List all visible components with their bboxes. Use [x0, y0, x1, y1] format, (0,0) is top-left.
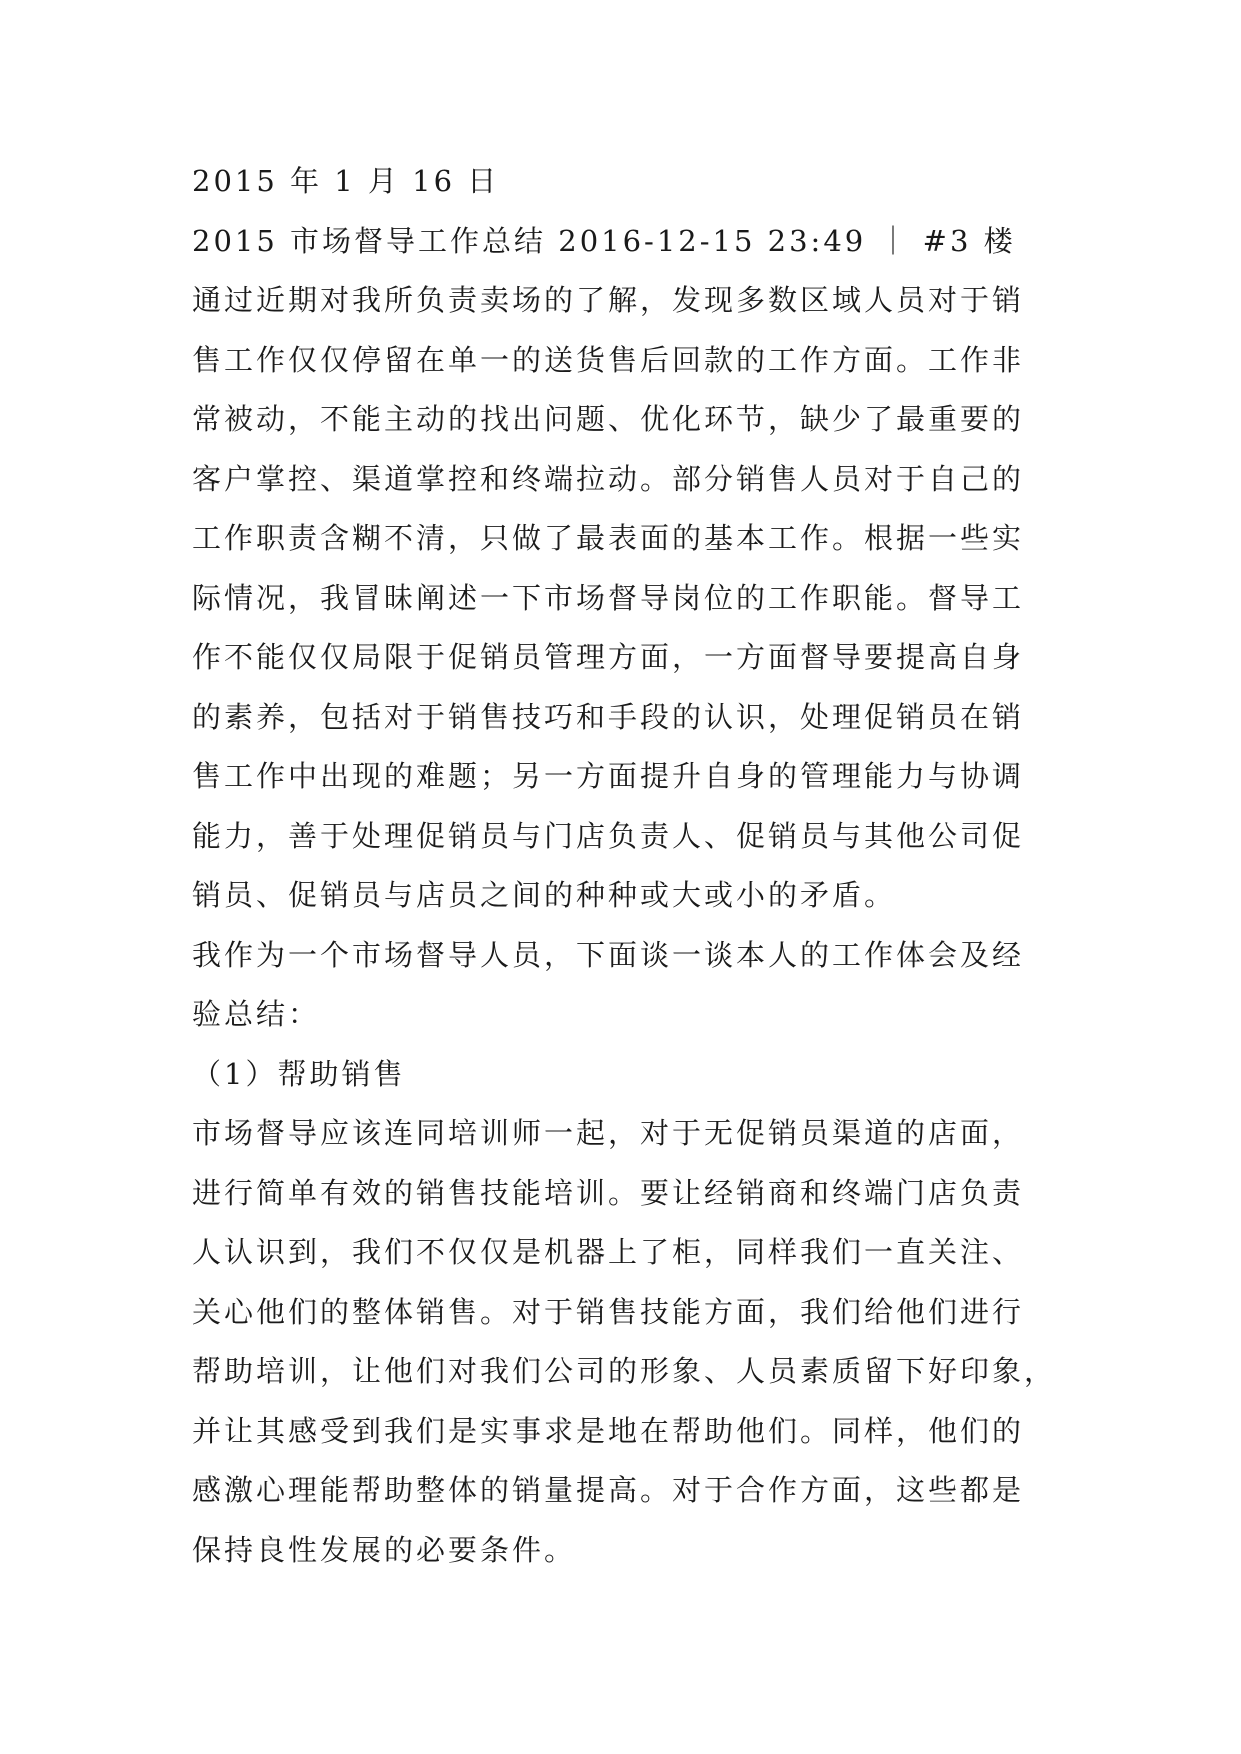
- section-heading: （1）帮助销售: [192, 1056, 406, 1091]
- paragraph-line: 进行简单有效的销售技能培训。要让经销商和终端门店负责: [192, 1175, 1025, 1210]
- paragraph-2: [192, 926, 1068, 1045]
- paragraph-line: 验总结：: [192, 997, 321, 1031]
- paragraph-line: 售工作仅仅停留在单一的送货售后回款的工作方面。工作非: [192, 342, 1025, 377]
- paragraph-line: 感激心理能帮助整体的销量提高。对于合作方面，这些都是: [192, 1473, 1025, 1507]
- paragraph-line: 的素养，包括对于销售技巧和手段的认识，处理促销员在销: [192, 699, 1025, 734]
- paragraph-line: 作不能仅仅局限于促销员管理方面，一方面督导要提高自身: [192, 640, 1025, 674]
- paragraph-line: 工作职责含糊不清，只做了最表面的基本工作。根据一些实: [192, 521, 1025, 555]
- paragraph-line: 保持良性发展的必要条件。: [192, 1532, 577, 1567]
- paragraph-line: 并让其感受到我们是实事求是地在帮助他们。同样，他们的: [192, 1413, 1025, 1448]
- paragraph-line: 市场督导应该连同培训师一起，对于无促销员渠道的店面，: [192, 1116, 1025, 1150]
- paragraph-line: 人认识到，我们不仅仅是机器上了柜，同样我们一直关注、: [192, 1235, 1025, 1269]
- paragraph-3: [192, 1104, 1068, 1580]
- paragraph-line: 通过近期对我所负责卖场的了解，发现多数区域人员对于销: [192, 283, 1025, 317]
- paragraph-line: 我作为一个市场督导人员，下面谈一谈本人的工作体会及经: [192, 937, 1025, 972]
- paragraph-line: 客户掌控、渠道掌控和终端拉动。部分销售人员对于自己的: [192, 461, 1025, 496]
- paragraph-line: 帮助培训，让他们对我们公司的形象、人员素质留下好印象，: [192, 1354, 1057, 1388]
- date-line: 2015 年 1 月 16 日: [192, 164, 500, 198]
- paragraph-line: 常被动，不能主动的找出问题、优化环节，缺少了最重要的: [192, 402, 1025, 436]
- title-line: 2015 市场督导工作总结 2016-12-15 23:49 ｜ #3 楼: [192, 223, 1016, 258]
- paragraph-line: 售工作中出现的难题；另一方面提升自身的管理能力与协调: [192, 759, 1025, 793]
- document-page: [192, 152, 1068, 1580]
- paragraph-1: [192, 271, 1068, 926]
- paragraph-line: 关心他们的整体销售。对于销售技能方面，我们给他们进行: [192, 1294, 1025, 1329]
- paragraph-line: 能力，善于处理促销员与门店负责人、促销员与其他公司促: [192, 818, 1025, 853]
- paragraph-line: 际情况，我冒昧阐述一下市场督导岗位的工作职能。督导工: [192, 580, 1025, 615]
- paragraph-line: 销员、促销员与店员之间的种种或大或小的矛盾。: [192, 878, 897, 912]
